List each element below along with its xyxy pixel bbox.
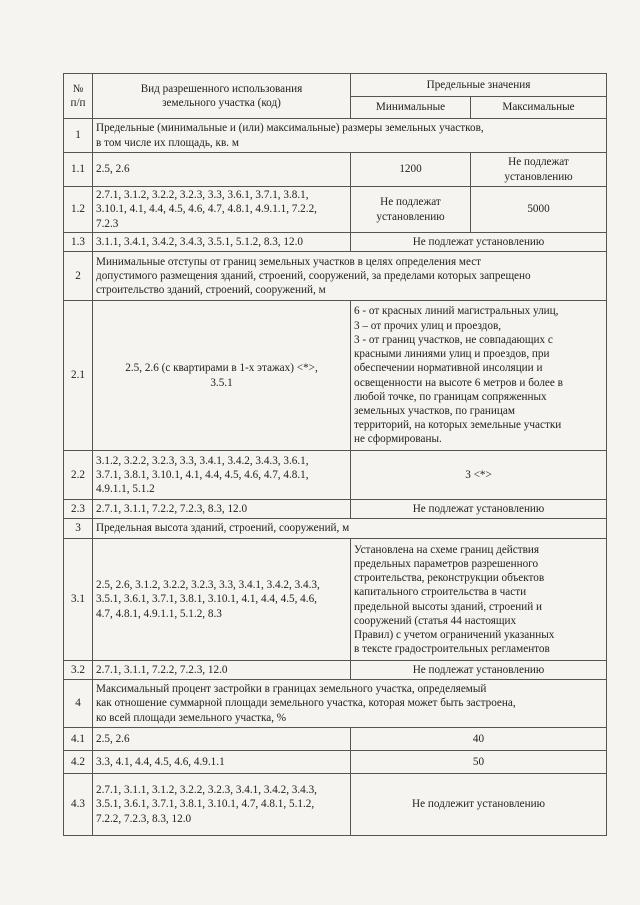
row-number: 2.3 bbox=[64, 500, 93, 519]
header-row bbox=[64, 74, 607, 97]
header-max: Максимальные bbox=[471, 97, 607, 119]
max-value: 5000 bbox=[471, 187, 607, 233]
row-number: 1.2 bbox=[64, 187, 93, 233]
limit-value: Не подлежат установлению bbox=[351, 500, 607, 519]
limit-value: 6 - от красных линий магистральных улиц, 3 – от прочих улиц и проездов, 3 - от границ участков, не совпадающих с красными линиями улиц и проездов, при обеспечении нормативной инсоляции и освещенности на высоте 6 метров и более в любой точке, по границам сопряженных земельных участков, по границам территорий, на которых земельные участки не сформированы. bbox=[351, 301, 607, 451]
max-value: Не подлежат установлению bbox=[471, 153, 607, 187]
row-number: 2.1 bbox=[64, 301, 93, 451]
limit-value: Не подлежат установлению bbox=[351, 233, 607, 252]
row-number: 3.2 bbox=[64, 661, 93, 680]
min-value: 1200 bbox=[351, 153, 471, 187]
row-number: 4.1 bbox=[64, 728, 93, 751]
row-number: 4.3 bbox=[64, 774, 93, 836]
use-codes: 2.7.1, 3.1.1, 7.2.2, 7.2.3, 12.0 bbox=[93, 661, 351, 680]
table-row bbox=[64, 187, 607, 233]
table-row bbox=[64, 233, 607, 252]
table-row bbox=[64, 301, 607, 451]
use-codes: 2.5, 2.6, 3.1.2, 3.2.2, 3.2.3, 3.3, 3.4.1, 3.4.2, 3.4.3, 3.5.1, 3.6.1, 3.7.1, 3.8.1, 3.10.1, 4.1, 4.4, 4.5, 4.6, 4.7, 4.8.1, 4.9.1.1, 5.1.2, 8.3 bbox=[93, 539, 351, 661]
regulations-table bbox=[63, 73, 607, 836]
limit-value: 40 bbox=[351, 728, 607, 751]
limit-value: 50 bbox=[351, 751, 607, 774]
table-row bbox=[64, 751, 607, 774]
row-number: 4 bbox=[64, 680, 93, 728]
use-codes: 2.5, 2.6 bbox=[93, 728, 351, 751]
table-row bbox=[64, 728, 607, 751]
row-number: 2 bbox=[64, 252, 93, 301]
table-row bbox=[64, 451, 607, 500]
section-title: Предельные (минимальные и (или) максимальные) размеры земельных участков, в том числе их площадь, кв. м bbox=[93, 119, 607, 153]
header-num: № п/п bbox=[64, 74, 93, 119]
limit-value: 3 <*> bbox=[351, 451, 607, 500]
header-kind: Вид разрешенного использования земельного участка (код) bbox=[93, 74, 351, 119]
section-title: Максимальный процент застройки в границах земельного участка, определяемый как отношение суммарной площади земельного участка, которая может быть застроена, ко всей площади земельного участка, % bbox=[93, 680, 607, 728]
use-codes: 2.5, 2.6 bbox=[93, 153, 351, 187]
row-number: 1 bbox=[64, 119, 93, 153]
row-number: 2.2 bbox=[64, 451, 93, 500]
table-row bbox=[64, 774, 607, 836]
limit-value: Не подлежат установлению bbox=[351, 661, 607, 680]
header-limits: Предельные значения bbox=[351, 74, 607, 97]
limit-value: Не подлежит установлению bbox=[351, 774, 607, 836]
section-row bbox=[64, 680, 607, 728]
use-codes: 3.1.1, 3.4.1, 3.4.2, 3.4.3, 3.5.1, 5.1.2, 8.3, 12.0 bbox=[93, 233, 351, 252]
use-codes: 2.7.1, 3.1.1, 3.1.2, 3.2.2, 3.2.3, 3.4.1, 3.4.2, 3.4.3, 3.5.1, 3.6.1, 3.7.1, 3.8.1, 3.10.1, 4.7, 4.8.1, 5.1.2, 7.2.2, 7.2.3, 8.3, 12.0 bbox=[93, 774, 351, 836]
table-row bbox=[64, 661, 607, 680]
use-codes: 2.7.1, 3.1.2, 3.2.2, 3.2.3, 3.3, 3.6.1, 3.7.1, 3.8.1, 3.10.1, 4.1, 4.4, 4.5, 4.6, 4.7, 4.8.1, 4.9.1.1, 7.2.2, 7.2.3 bbox=[93, 187, 351, 233]
row-number: 4.2 bbox=[64, 751, 93, 774]
section-row bbox=[64, 519, 607, 539]
header-min: Минимальные bbox=[351, 97, 471, 119]
use-codes: 3.1.2, 3.2.2, 3.2.3, 3.3, 3.4.1, 3.4.2, 3.4.3, 3.6.1, 3.7.1, 3.8.1, 3.10.1, 4.1, 4.4, 4.5, 4.6, 4.7, 4.8.1, 4.9.1.1, 5.1.2 bbox=[93, 451, 351, 500]
row-number: 3.1 bbox=[64, 539, 93, 661]
table-row bbox=[64, 153, 607, 187]
use-codes: 3.3, 4.1, 4.4, 4.5, 4.6, 4.9.1.1 bbox=[93, 751, 351, 774]
row-number: 1.3 bbox=[64, 233, 93, 252]
limit-value: Установлена на схеме границ действия предельных параметров разрешенного строительства, реконструкции объектов капитального строительства в части предельной высоты зданий, строений и сооружений (статья 44 настоящих Правил) с учетом ограничений указанных в тексте градостроительных регламентов bbox=[351, 539, 607, 661]
section-row bbox=[64, 119, 607, 153]
use-codes: 2.7.1, 3.1.1, 7.2.2, 7.2.3, 8.3, 12.0 bbox=[93, 500, 351, 519]
table-row bbox=[64, 500, 607, 519]
use-codes: 2.5, 2.6 (с квартирами в 1-х этажах) <*>, 3.5.1 bbox=[93, 301, 351, 451]
row-number: 3 bbox=[64, 519, 93, 539]
row-number: 1.1 bbox=[64, 153, 93, 187]
section-row bbox=[64, 252, 607, 301]
table-row bbox=[64, 539, 607, 661]
section-title: Предельная высота зданий, строений, сооружений, м bbox=[93, 519, 607, 539]
section-title: Минимальные отступы от границ земельных участков в целях определения мест допустимого размещения зданий, строений, сооружений, за пределами которых запрещено строительство зданий, строений, сооружений, м bbox=[93, 252, 607, 301]
min-value: Не подлежат установлению bbox=[351, 187, 471, 233]
